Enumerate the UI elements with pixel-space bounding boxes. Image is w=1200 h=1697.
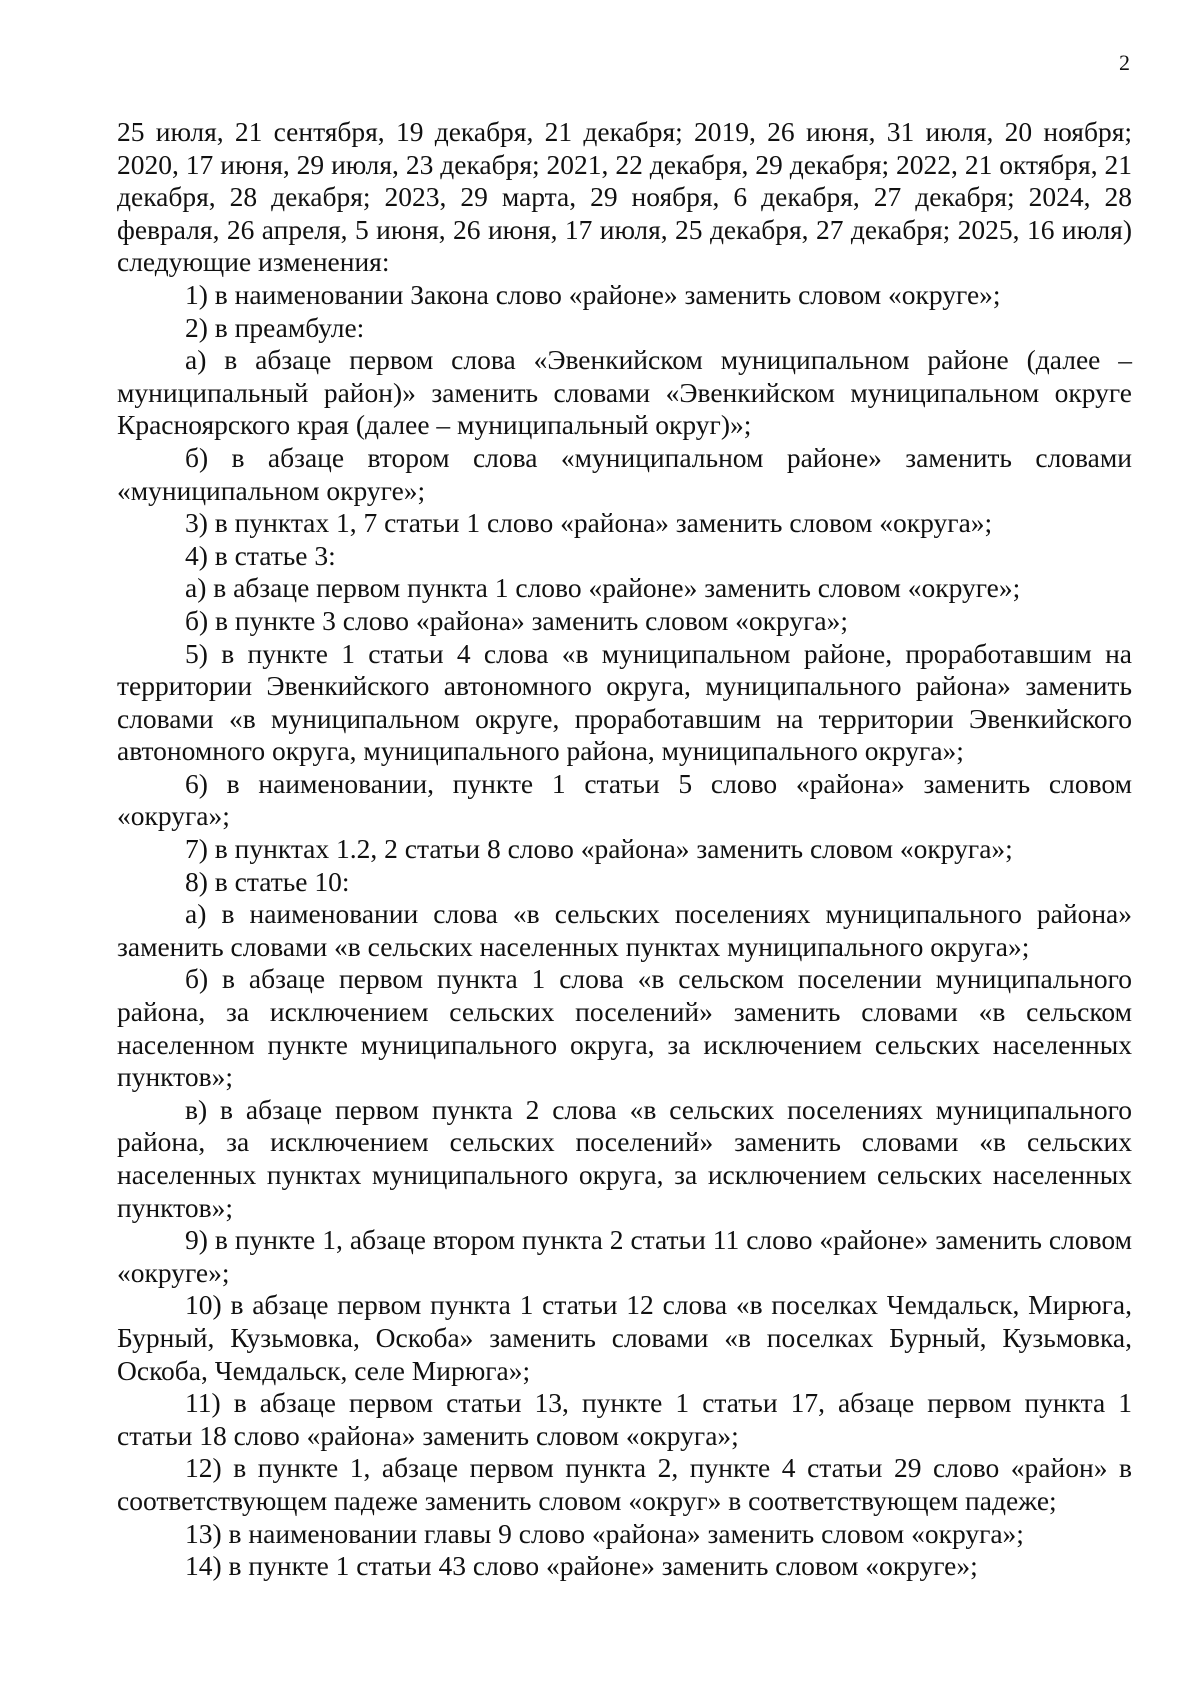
paragraph: 2) в преамбуле: [185, 311, 365, 343]
paragraph: 4) в статье 3: [185, 539, 336, 571]
paragraph: 9) в пункте 1, абзаце втором пункта 2 статьи 11 слово «районе» заменить словом «округе»; [117, 1224, 1132, 1288]
paragraph: б) в пункте 3 слово «района» заменить словом «округа»; [185, 604, 849, 636]
paragraph: 12) в пункте 1, абзаце первом пункта 2, пункте 4 статьи 29 слово «район» в соответствующем падеже заменить словом «округ» в соответствующем падеже; [117, 1452, 1132, 1516]
paragraph: 3) в пунктах 1, 7 статьи 1 слово «района» заменить словом «округа»; [185, 507, 993, 539]
paragraph: б) в абзаце втором слова «муниципальном районе» заменить словами «муниципальном округе»; [117, 441, 1132, 506]
paragraph: 7) в пунктах 1.2, 2 статьи 8 слово «района» заменить словом «округа»; [185, 833, 1013, 865]
paragraph: в) в абзаце первом пункта 2 слова «в сельских поселениях муниципального района, за исключением сельских поселений» заменить словами «в сельских населенных пунктах муниципального округа, за исключением сельских населенных пунктов»; [117, 1093, 1132, 1223]
paragraph: 8) в статье 10: [185, 865, 350, 897]
paragraph: 5) в пункте 1 статьи 4 слова «в муниципальном районе, проработавшим на территории Эвенкийского автономного округа, муниципального района» заменить словами «в муниципальном округе, проработавшим на территории Эвенкийского автономного округа, муниципального района, муниципального округа»; [117, 637, 1132, 767]
document-body [117, 116, 1132, 1583]
page-number: 2 [1119, 50, 1130, 75]
paragraph: 13) в наименовании главы 9 слово «района» заменить словом «округа»; [185, 1517, 1024, 1549]
paragraph: б) в абзаце первом пункта 1 слова «в сельском поселении муниципального района, за исключением сельских поселений» заменить словами «в сельском населенном пункте муниципального округа, за исключением сельских населенных пунктов»; [117, 963, 1132, 1093]
paragraph: 10) в абзаце первом пункта 1 статьи 12 слова «в поселках Чемдальск, Мирюга, Бурный, Кузьмовка, Оскоба» заменить словами «в поселках Бурный, Кузьмовка, Оскоба, Чемдальск, селе Мирюга»; [117, 1289, 1132, 1386]
paragraph: 1) в наименовании Закона слово «районе» заменить словом «округе»; [185, 278, 1001, 310]
paragraph: а) в абзаце первом пункта 1 слово «районе» заменить словом «округе»; [185, 572, 1021, 604]
paragraph: а) в абзаце первом слова «Эвенкийском муниципальном районе (далее – муниципальный район)» заменить словами «Эвенкийском муниципальном округе Красноярского края (далее – муниципальный округ)»; [117, 344, 1132, 441]
paragraph: а) в наименовании слова «в сельских поселениях муниципального района» заменить словами «в сельских населенных пунктах муниципального округа»; [117, 898, 1132, 962]
paragraph: 14) в пункте 1 статьи 43 слово «районе» заменить словом «округе»; [185, 1550, 978, 1582]
paragraph: 11) в абзаце первом статьи 13, пункте 1 статьи 17, абзаце первом пункта 1 статьи 18 слово «района» заменить словом «округа»; [117, 1387, 1132, 1451]
paragraph: 6) в наименовании, пункте 1 статьи 5 слово «района» заменить словом «округа»; [117, 767, 1132, 832]
paragraph: 25 июля, 21 сентября, 19 декабря, 21 декабря; 2019, 26 июня, 31 июля, 20 ноября; 2020, 17 июня, 29 июля, 23 декабря; 2021, 22 декабря, 29 декабря; 2022, 21 октября, 21 декабря, 28 декабря; 2023, 29 марта, 29 ноября, 6 декабря, 27 декабря; 2024, 28 февраля, 26 апреля, 5 июня, 26 июня, 17 июля, 25 декабря, 27 декабря; 2025, 16 июля) следующие изменения: [117, 116, 1132, 278]
